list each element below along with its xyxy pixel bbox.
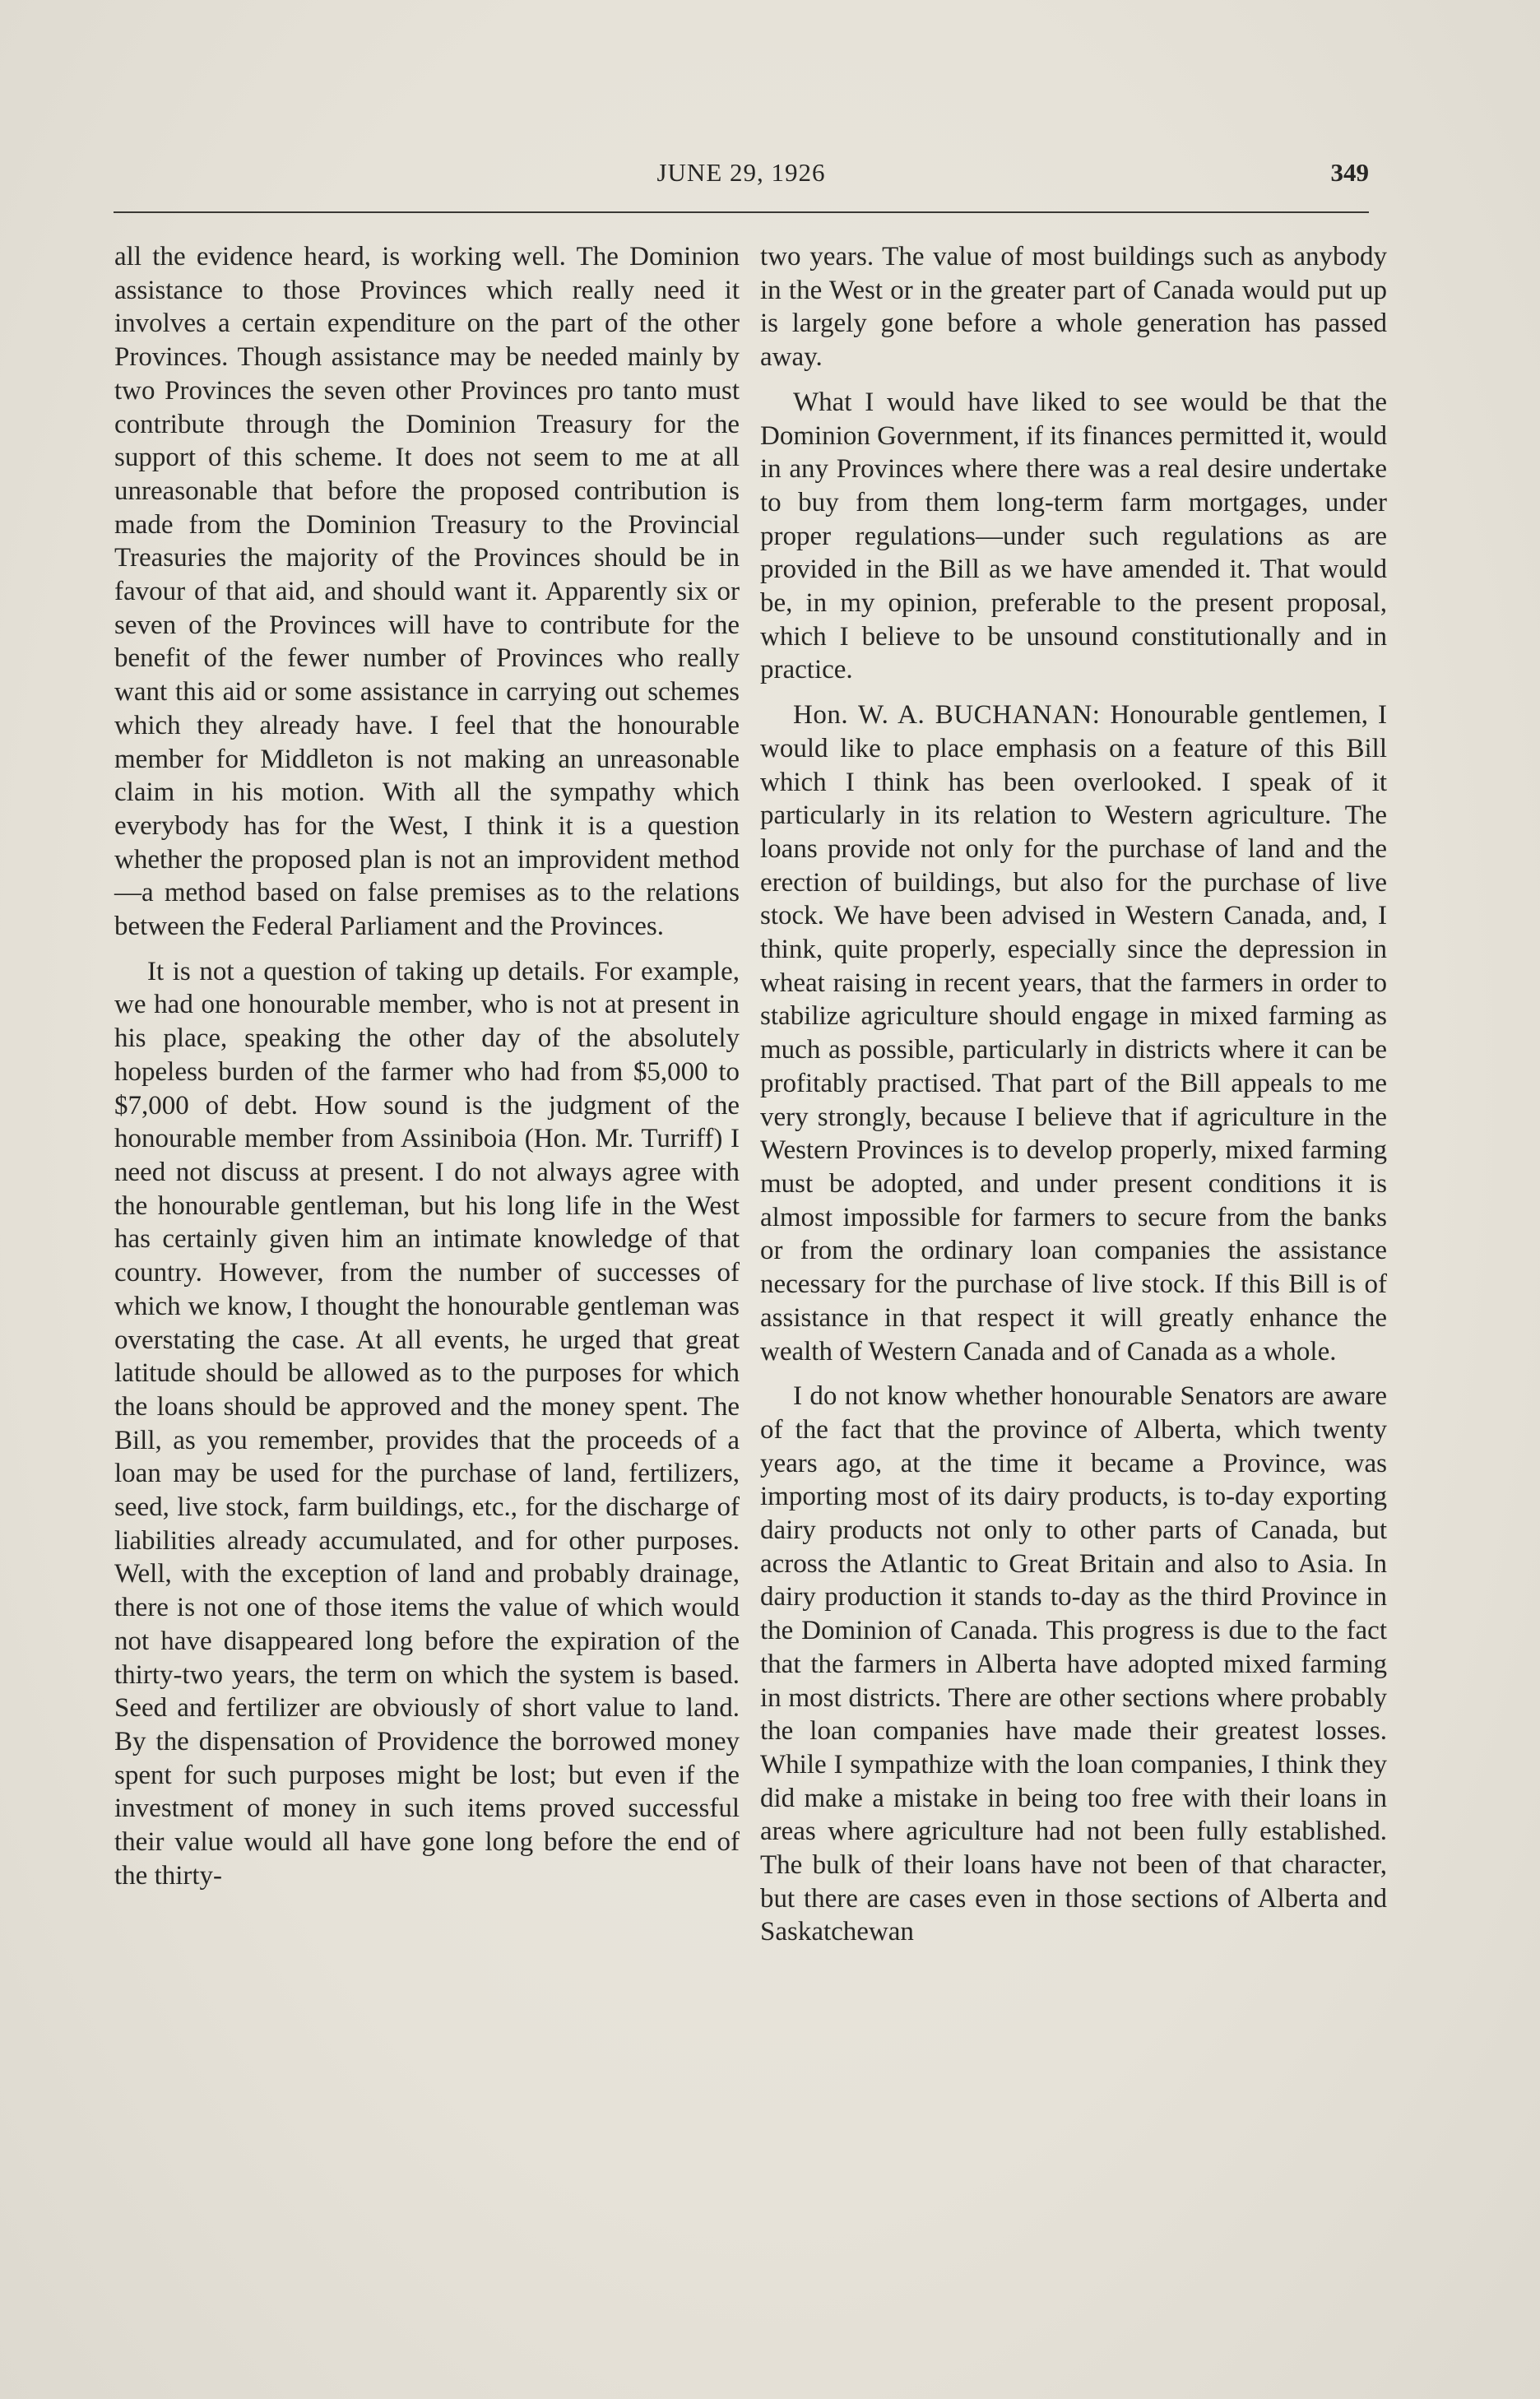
page-header — [114, 153, 1369, 202]
left-column — [114, 240, 740, 1892]
speaker-name: Hon. W. A. BUCHANAN: — [793, 700, 1101, 731]
header-rule — [114, 211, 1369, 213]
page-number: 349 — [1330, 158, 1369, 187]
paragraph: It is not a question of taking up details. For example, we had one honourable member, who is not at present in his place, speaking the other day of the absolutely hopeless burden of the farmer who had from $5,000 to $7,000 of debt. How sound is the judgment of the honourable member from Assiniboia (Hon. Mr. Turriff) I need not discuss at present. I do not always agree with the honourable gentleman, but his long life in the West has certainly given him an intimate knowledge of that country. However, from the number of successes of which we know, I thought the honourable gentleman was overstating the case. At all events, he urged that great latitude should be allowed as to the purposes for which the loans should be approved and the money spent. The Bill, as you remember, provides that the proceeds of a loan may be used for the purchase of land, fertilizers, seed, live stock, farm buildings, etc., for the discharge of liabilities already accumulated, and for other purposes. Well, with the exception of land and probably drainage, there is not one of those items the value of which would not have disappeared long before the expiration of the thirty-two years, the term on which the system is based. Seed and fertilizer are obviously of short value to land. By the dispensation of Providence the borrowed money spent for such purposes might be lost; but even if the investment of money in such items proved successful their value would all have gone long before the end of the thirty- — [114, 956, 740, 1891]
paragraph: I do not know whether honourable Senators are aware of the fact that the province of Alberta, which twenty years ago, at the time it became a Province, was importing most of its dairy products, is to-day exporting dairy products not only to other parts of Canada, but across the Atlantic to Great Britain and also to Asia. In dairy production it stands to-day as the third Province in the Dominion of Canada. This progress is due to the fact that the farmers in Alberta have adopted mixed farming in most districts. There are other sections where probably the loan companies have made their greatest losses. While I sympathize with the loan companies, I think they did make a mistake in being too free with their loans in areas where agriculture had not been fully established. The bulk of their loans have not been of that character, but there are cases even in those sections of Alberta and Saskatchewan — [760, 1381, 1387, 1947]
paragraph: all the evidence heard, is working well. The Dominion assistance to those Provinces which really need it involves a certain expenditure on the part of the other Provinces. Though assistance may be needed mainly by two Provinces the seven other Provinces pro tanto must contribute through the Dominion Treasury for the support of this scheme. It does not seem to me at all unreasonable that before the proposed contribution is made from the Dominion Treasury to the Provincial Treasuries the majority of the Provinces should be in favour of that aid, and should want it. Apparently six or seven of the Provinces will have to contribute for the benefit of the fewer number of Provinces who really want this aid or some assistance in carrying out schemes which they already have. I feel that the honourable member for Middleton is not making an unreasonable claim in his motion. With all the sympathy which everybody has for the West, I think it is a question whether the proposed plan is not an improvident method—a method based on false premises as to the relations between the Federal Parliament and the Provinces. — [114, 242, 740, 942]
right-column — [760, 240, 1387, 1949]
paragraph: What I would have liked to see would be that the Dominion Government, if its finances permitted it, would in any Provinces where there was a real desire undertake to buy from them long-term farm mortgages, under proper regulations—under such regulations as are provided in the Bill as we have amended it. That would be, in my opinion, preferable to the present proposal, which I believe to be unsound constitutionally and in practice. — [760, 387, 1387, 685]
speech-text: Honourable gentlemen, I would like to place emphasis on a feature of this Bill which I think has been overlooked. I speak of it particularly in its relation to Western agriculture. The loans provide not only for the purchase of land and the erection of buildings, but also for the purchase of live stock. We have been advised in Western Canada, and, I think, quite properly, especially since the depression in wheat raising in recent years, that the farmers in order to stabilize agriculture should engage in mixed farming as much as possible, particularly in districts where it can be profitably practised. That part of the Bill appeals to me very strongly, because I believe that if agriculture in the Western Provinces is to develop properly, mixed farming must be adopted, and under present conditions it is almost impossible for farmers to secure from the banks or from the ordinary loan companies the assistance necessary for the purchase of live stock. If this Bill is of assistance in that respect it will greatly enhance the wealth of Western Canada and of Canada as a whole. — [760, 700, 1388, 1367]
speech-paragraph — [760, 698, 1387, 1368]
paragraph: two years. The value of most buildings such as anybody in the West or in the greater part of Canada would put up is largely gone before a whole generation has passed away. — [760, 242, 1387, 373]
header-date: JUNE 29, 1926 — [656, 158, 826, 187]
